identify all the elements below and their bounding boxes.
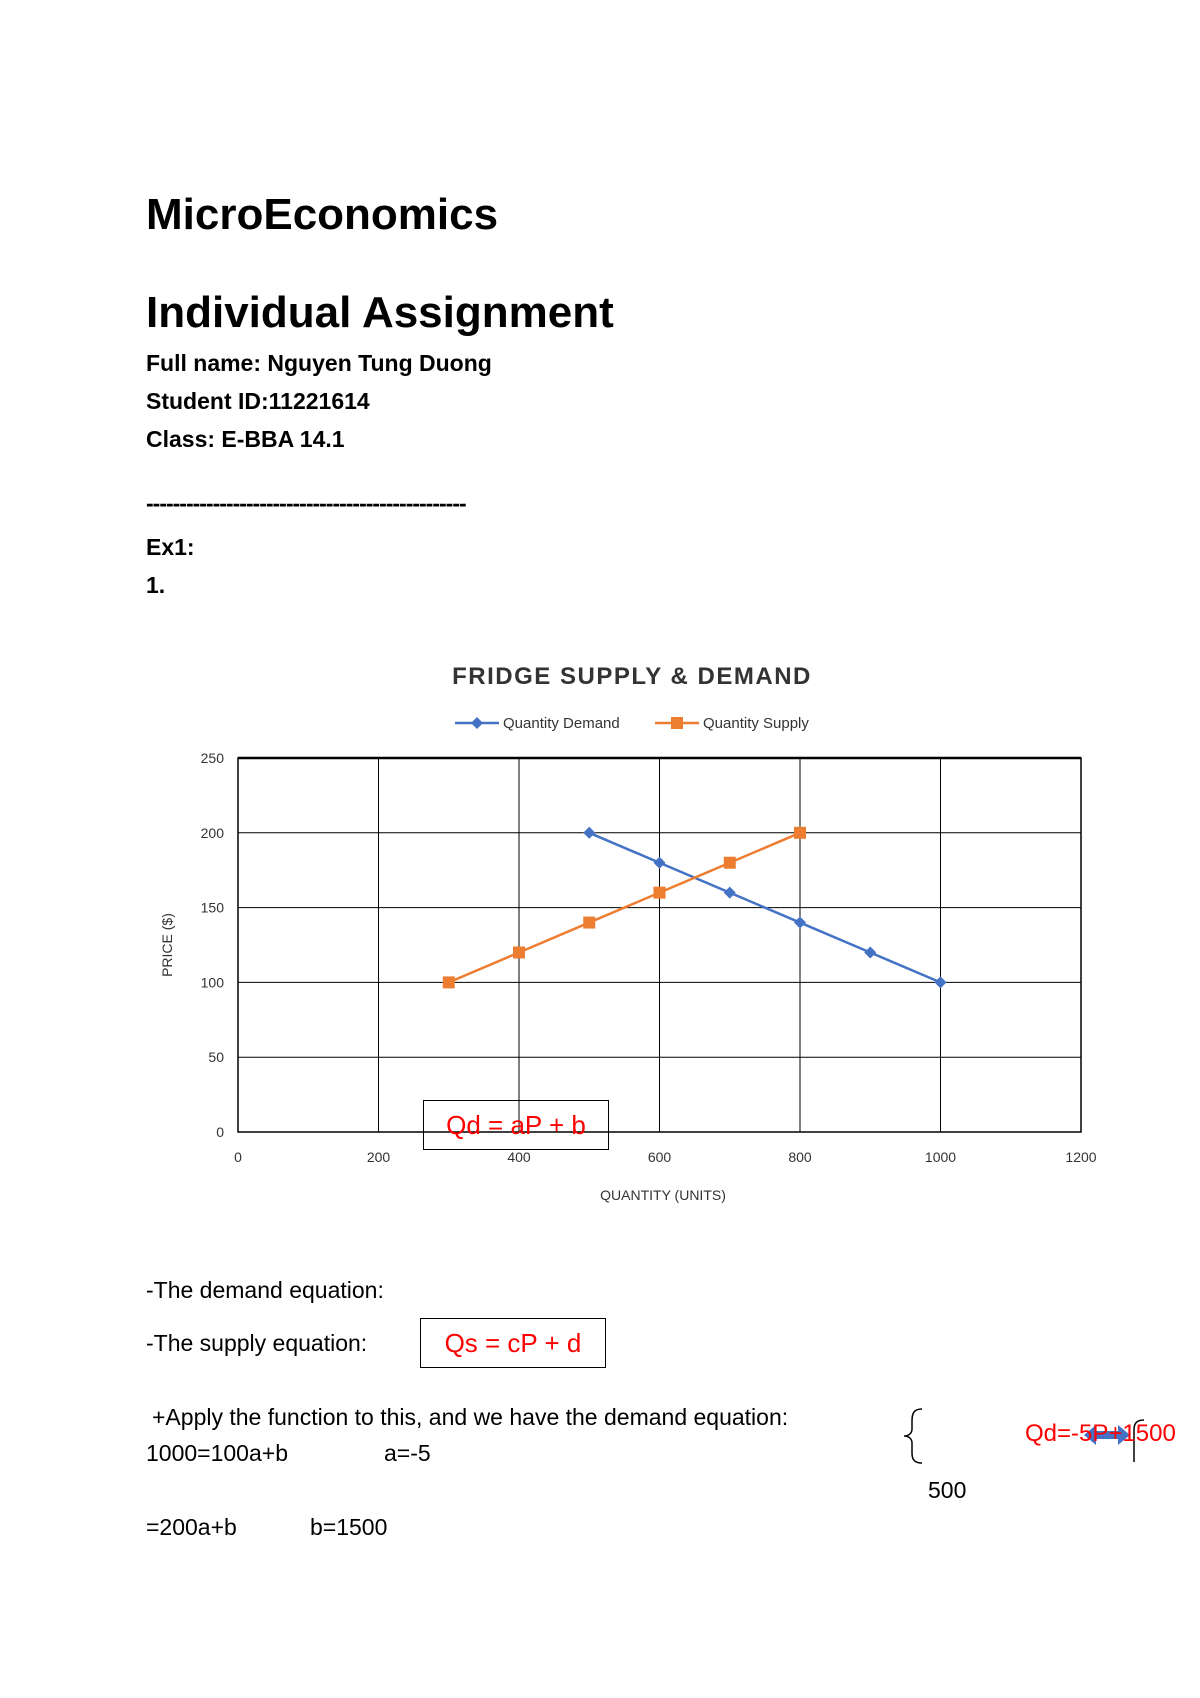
left-brace-icon (900, 1405, 940, 1465)
legend-marker-demand (471, 717, 483, 729)
x-tick-label: 1000 (924, 1149, 957, 1165)
item-number: 1. (146, 572, 166, 598)
data-point-demand (583, 827, 595, 839)
data-point-demand (724, 887, 736, 899)
x-tick-label: 400 (507, 1149, 531, 1165)
data-point-supply (583, 917, 595, 929)
data-point-demand (935, 976, 947, 988)
equation-2: =200a+b (146, 1514, 237, 1540)
separator-line: ------------------------------------------------ (146, 490, 466, 516)
y-tick-label: 0 (216, 1124, 224, 1140)
data-point-supply (654, 887, 666, 899)
number-500: 500 (928, 1477, 967, 1503)
demand-equation-label: -The demand equation: (146, 1277, 384, 1303)
demand-result-equation: Qd=-5P+1500 (1025, 1420, 1176, 1447)
y-tick-label: 250 (200, 750, 224, 766)
y-tick-label: 150 (200, 899, 224, 916)
supply-equation-box: Qs = cP + d (420, 1318, 606, 1368)
axis-ticks (201, 750, 1097, 1165)
chart-legend (455, 715, 809, 732)
x-tick-label: 0 (234, 1149, 242, 1165)
a-value: a=-5 (384, 1440, 431, 1466)
x-tick-label: 600 (647, 1149, 672, 1165)
x-tick-label: 800 (788, 1149, 812, 1165)
y-tick-label: 50 (208, 1049, 224, 1066)
y-tick-label: 200 (200, 824, 224, 841)
class-info: Class: E-BBA 14.1 (146, 426, 345, 452)
data-point-supply (443, 976, 455, 988)
x-axis-label: QUANTITY (UNITS) (600, 1187, 726, 1203)
data-point-supply (513, 946, 525, 958)
x-tick-label: 1200 (1065, 1149, 1097, 1165)
legend-label: Quantity Supply (703, 715, 809, 732)
student-id: Student ID:11221614 (146, 388, 370, 414)
x-tick-label: 200 (366, 1149, 391, 1165)
y-axis-label: PRICE ($) (159, 913, 175, 977)
y-tick-label: 100 (200, 974, 224, 991)
chart-title: FRIDGE SUPPLY & DEMAND (452, 663, 812, 690)
full-name: Full name: Nguyen Tung Duong (146, 350, 492, 376)
b-value: b=1500 (310, 1514, 388, 1540)
apply-function-text: +Apply the function to this, and we have the demand equation: (152, 1404, 789, 1430)
demand-equation-box: Qd = aP + b (423, 1100, 609, 1150)
data-point-demand (864, 946, 876, 958)
document-title: MicroEconomics (146, 190, 499, 239)
data-point-supply (794, 827, 806, 839)
equation-1: 1000=100a+b (146, 1440, 288, 1466)
document-subtitle: Individual Assignment (146, 288, 614, 337)
data-point-demand (794, 917, 806, 929)
legend-label: Quantity Demand (503, 715, 620, 732)
data-point-demand (654, 857, 666, 869)
legend-marker-supply (671, 717, 683, 729)
exercise-label: Ex1: (146, 534, 195, 560)
chart-grid (238, 758, 1081, 1132)
supply-equation-label: -The supply equation: (146, 1330, 368, 1356)
data-point-supply (724, 857, 736, 869)
